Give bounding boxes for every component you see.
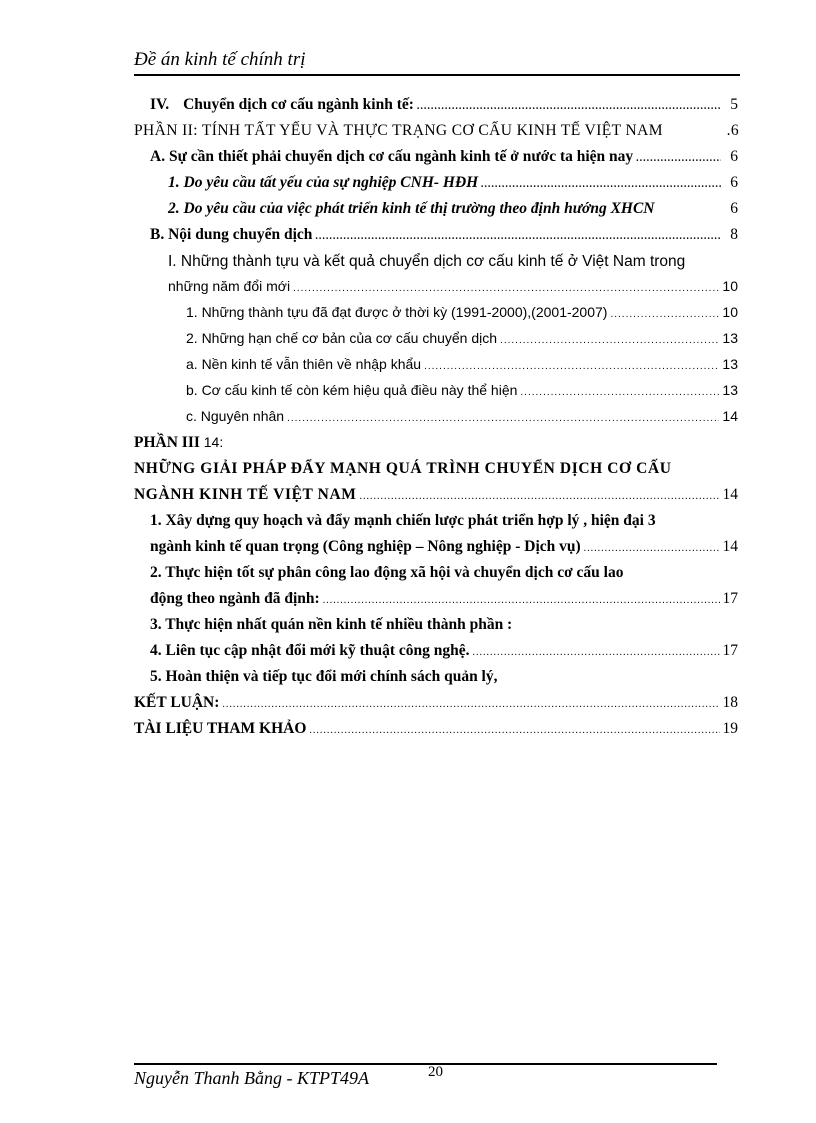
toc-leader (636, 153, 721, 164)
page-header (134, 48, 740, 76)
toc-title: 1. Do yêu cầu tất yếu của sự nghiệp CNH- HĐH (168, 174, 479, 191)
toc-leader (424, 361, 719, 372)
toc-title: 2. Những hạn chế cơ bản của cơ cấu chuyển dịch (186, 330, 498, 346)
toc-page: 14 (722, 408, 738, 424)
toc-entry-s3[interactable]: 3. Thực hiện nhất quán nền kinh tế nhiều thành phần : (150, 616, 513, 633)
part3-label: PHẦN III (134, 434, 200, 451)
toc-entry-s5[interactable]: 5. Hoàn thiện và tiếp tục đổi mới chính sách quản lý, (150, 668, 498, 685)
toc-page: 13 (722, 330, 738, 346)
toc-page: 17 (722, 590, 738, 607)
toc-entry-a1[interactable] (168, 174, 738, 196)
header-title: Đề án kinh tế chính trị (134, 49, 306, 70)
toc-title: A. Sự cần thiết phải chuyển dịch cơ cấu ngành kinh tế ở nước ta hiện nay (150, 148, 634, 165)
toc-title: 1. Những thành tựu đã đạt được ở thời kỳ (1991-2000),(2001-2007) (186, 304, 608, 320)
toc-entry-tai-lieu[interactable] (134, 720, 738, 742)
toc-page: 13 (722, 382, 738, 398)
toc-page: 13 (722, 356, 738, 372)
toc-leader (309, 725, 719, 736)
toc-entry-s2-line2[interactable] (150, 590, 738, 612)
toc-entry-a2[interactable] (168, 200, 738, 222)
toc-title: a. Nền kinh tế vẫn thiên về nhập khẩu (186, 356, 422, 372)
toc-entry-i-line2[interactable] (168, 278, 738, 300)
toc-entry-ket-luan[interactable] (134, 694, 738, 716)
toc-leader (287, 413, 719, 424)
toc-leader (500, 335, 719, 346)
toc-leader (584, 543, 720, 554)
toc-leader (610, 309, 719, 320)
toc-entry-part3-line2[interactable] (134, 486, 738, 508)
toc-title: PHẦN II: TÍNH TẤT YẾU VÀ THỰC TRẠNG CƠ CẤU KINH TẾ VIỆT NAM (134, 122, 663, 139)
toc-entry-part3-heading[interactable] (134, 434, 223, 452)
toc-leader (315, 231, 721, 242)
toc-title: c. Nguyên nhân (186, 408, 285, 424)
footer-author: Nguyễn Thanh Bằng - KTPT49A (134, 1068, 370, 1088)
toc-page: 14 (722, 538, 738, 555)
toc-entry-s1-line1[interactable]: 1. Xây dựng quy hoạch và đẩy mạnh chiến lược phát triển hợp lý , hiện đại 3 (150, 512, 656, 529)
toc-title: KẾT LUẬN: (134, 694, 220, 711)
footer-divider (134, 1063, 717, 1065)
part3-page: 14: (203, 434, 224, 450)
toc-leader (222, 699, 719, 710)
toc-leader (360, 491, 720, 502)
toc-entry-a[interactable] (150, 148, 738, 170)
toc-entry-b[interactable] (150, 226, 738, 248)
toc-entry-s4[interactable] (150, 642, 738, 664)
toc-page: 19 (722, 720, 738, 737)
toc-page: 18 (722, 694, 738, 711)
toc-page: .6 (726, 122, 739, 139)
toc-page: 6 (730, 148, 738, 165)
toc-leader (481, 179, 721, 190)
toc-page: 10 (722, 278, 738, 294)
toc-title: Chuyển dịch cơ cấu ngành kinh tế: (183, 96, 414, 113)
toc-entry-iv[interactable] (150, 96, 738, 118)
toc-title: b. Cơ cấu kinh tế còn kém hiệu quả điều này thể hiện (186, 382, 518, 398)
toc-title: 4. Liên tục cập nhật đổi mới kỹ thuật công nghệ. (150, 642, 470, 659)
toc-title: động theo ngành đã định: (150, 590, 320, 607)
toc-page: 6 (730, 174, 738, 191)
page-number: 20 (428, 1064, 443, 1080)
toc-page: 8 (730, 226, 738, 243)
toc-title: 2. Do yêu cầu của việc phát triển kinh tế thị trường theo định hướng XHCN (168, 200, 655, 217)
toc-entry-s1-line2[interactable] (150, 538, 738, 560)
toc-entry-part2[interactable] (134, 122, 739, 144)
toc-leader (417, 101, 721, 112)
toc-title: những năm đổi mới (168, 278, 291, 294)
toc-page: 5 (730, 96, 738, 113)
toc-entry-i-2c[interactable] (186, 408, 738, 430)
toc-leader (473, 647, 720, 658)
toc-leader (323, 595, 720, 606)
toc-leader (293, 283, 719, 294)
toc-entry-i-2[interactable] (186, 330, 738, 352)
toc-number: IV. (150, 96, 170, 113)
toc-title: NGÀNH KINH TẾ VIỆT NAM (134, 486, 357, 503)
toc-page: 6 (730, 200, 738, 217)
toc-entry-s2-line1[interactable]: 2. Thực hiện tốt sự phân công lao động xã hội và chuyển dịch cơ cấu lao (150, 564, 624, 581)
toc-entry-i-line1[interactable]: I. Những thành tựu và kết quả chuyển dịch cơ cấu kinh tế ở Việt Nam trong (168, 253, 686, 270)
toc-entry-i-1[interactable] (186, 304, 738, 326)
toc-title: ngành kinh tế quan trọng (Công nghiệp – Nông nghiệp - Dịch vụ) (150, 538, 581, 555)
toc-title: B. Nội dung chuyển dịch (150, 226, 313, 243)
toc-entry-part3-line1[interactable]: NHỮNG GIẢI PHÁP ĐẨY MẠNH QUÁ TRÌNH CHUYỂN DỊCH CƠ CẤU (134, 460, 672, 477)
toc-leader (520, 387, 719, 398)
toc-title: TÀI LIỆU THAM KHẢO (134, 720, 307, 737)
toc-page: 10 (722, 304, 738, 320)
toc-entry-i-2b[interactable] (186, 382, 738, 404)
toc-page: 17 (722, 642, 738, 659)
toc-page: 14 (722, 486, 738, 503)
toc-entry-i-2a[interactable] (186, 356, 738, 378)
